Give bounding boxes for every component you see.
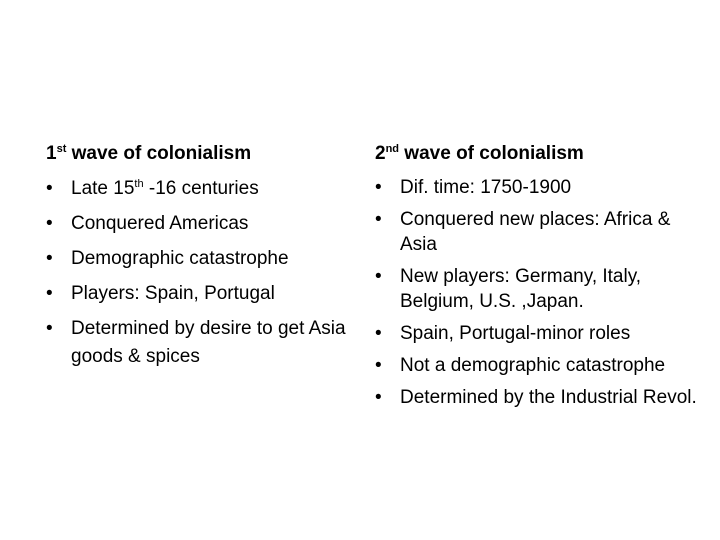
list-item [46, 315, 358, 371]
list-item [46, 210, 358, 238]
heading-number: 2 [375, 143, 386, 164]
bullet-icon: • [46, 283, 53, 304]
list-item [375, 321, 705, 346]
item-text: Not a demographic catastrophe [400, 355, 666, 376]
heading-text: wave of colonialism [399, 143, 584, 164]
bullet-icon: • [375, 177, 382, 198]
heading-number: 1 [46, 143, 57, 164]
list-item [375, 264, 705, 314]
item-ordinal: th [134, 178, 144, 190]
bullet-icon: • [46, 178, 53, 199]
bullet-icon: • [46, 213, 53, 234]
item-text: Determined by the Industrial Revol. [400, 387, 697, 408]
item-text: -16 centuries [143, 178, 259, 199]
first-wave-heading [46, 141, 358, 167]
bullet-icon: • [375, 323, 382, 344]
bullet-icon: • [375, 209, 382, 230]
bullet-icon: • [375, 355, 382, 376]
list-item [375, 207, 705, 257]
first-wave-list [46, 175, 358, 371]
second-wave-column [375, 141, 705, 417]
second-wave-list [375, 175, 705, 410]
bullet-icon: • [375, 387, 382, 408]
item-text: Dif. time: 1750-1900 [400, 177, 572, 198]
list-item [46, 175, 358, 203]
list-item [375, 385, 705, 410]
bullet-icon: • [46, 318, 53, 339]
second-wave-heading [375, 141, 705, 167]
item-text: Demographic catastrophe [71, 248, 289, 269]
heading-ordinal: nd [385, 143, 400, 155]
item-text: Players: Spain, Portugal [71, 283, 275, 304]
item-text: Late 15 [71, 178, 135, 199]
list-item [46, 245, 358, 273]
item-text: Conquered new places: Africa & Asia [400, 209, 671, 255]
heading-text: wave of colonialism [66, 143, 252, 164]
item-text: Conquered Americas [71, 213, 249, 234]
first-wave-column [46, 141, 358, 378]
list-item [375, 175, 705, 200]
list-item [46, 280, 358, 308]
list-item [375, 353, 705, 378]
item-text: Determined by desire to get Asia goods & spices [71, 318, 346, 367]
heading-ordinal: st [56, 143, 67, 155]
item-text: Spain, Portugal-minor roles [400, 323, 631, 344]
item-text: New players: Germany, Italy, Belgium, U.S. ,Japan. [400, 266, 642, 312]
bullet-icon: • [375, 266, 382, 287]
bullet-icon: • [46, 248, 53, 269]
